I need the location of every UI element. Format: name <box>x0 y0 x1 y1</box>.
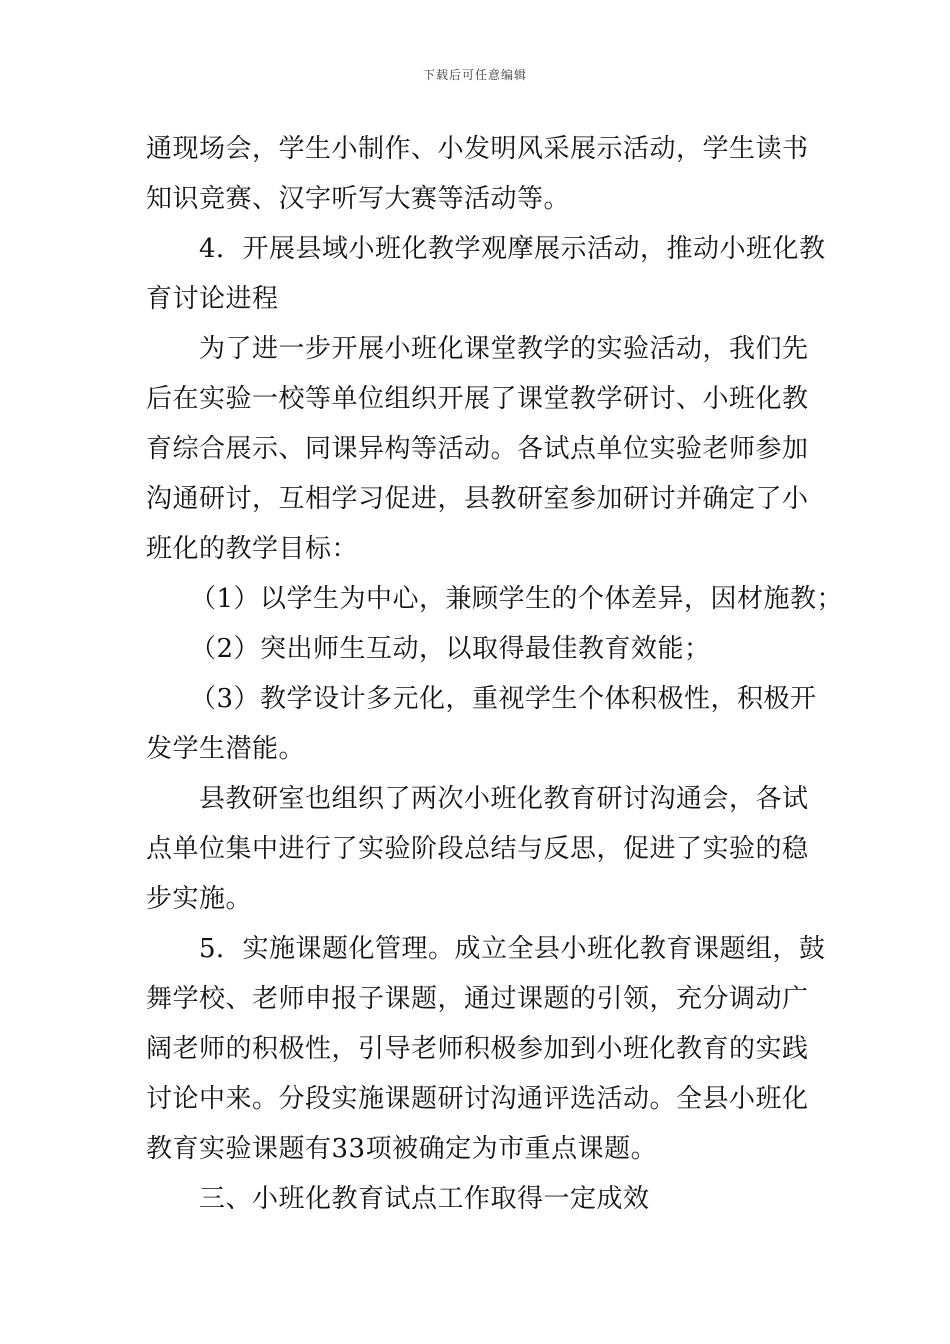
page-header-note: 下载后可任意编辑 <box>422 68 527 82</box>
list-item: （3）教学设计多元化，重视学生个体积极性，积极开 <box>190 684 817 714</box>
text-line: 步实施。 <box>146 884 253 914</box>
text-line: 通现场会，学生小制作、小发明风采展示活动，学生读书 <box>146 134 809 164</box>
text-line: 班化的教学目标： <box>146 534 359 564</box>
text-line: 阔老师的积极性，引导老师积极参加到小班化教育的实践 <box>146 1034 809 1064</box>
text-line: 沟通研讨，互相学习促进，县教研室参加研讨并确定了小 <box>146 484 809 514</box>
text-line: 知识竞赛、汉字听写大赛等活动等。 <box>146 184 571 214</box>
section-heading: 三、小班化教育试点工作取得一定成效 <box>199 1184 650 1214</box>
text-line: 舞学校、老师申报子课题，通过课题的引领，充分调动广 <box>146 984 809 1014</box>
text-line: 县教研室也组织了两次小班化教育研讨沟通会，各试 <box>199 784 809 814</box>
list-item: （2）突出师生互动，以取得最佳教育效能； <box>190 634 711 664</box>
list-item: （1）以学生为中心，兼顾学生的个体差异，因材施教； <box>190 584 844 614</box>
text-line: 后在实验一校等单位组织开展了课堂教学研讨、小班化教 <box>146 384 809 414</box>
text-line: 5．实施课题化管理。成立全县小班化教育课题组，鼓 <box>199 934 826 964</box>
text-line: 教育实验课题有33项被确定为市重点课题。 <box>146 1134 658 1164</box>
text-line: 育讨论进程 <box>146 284 279 314</box>
text-line: 讨论中来。分段实施课题研讨沟通评选活动。全县小班化 <box>146 1084 809 1114</box>
text-line: 点单位集中进行了实验阶段总结与反思，促进了实验的稳 <box>146 834 809 864</box>
text-line: 为了进一步开展小班化课堂教学的实验活动，我们先 <box>199 334 809 364</box>
text-line: 育综合展示、同课异构等活动。各试点单位实验老师参加 <box>146 434 809 464</box>
text-line: 4．开展县域小班化教学观摩展示活动，推动小班化教 <box>199 234 826 264</box>
text-line: 发学生潜能。 <box>146 734 306 764</box>
